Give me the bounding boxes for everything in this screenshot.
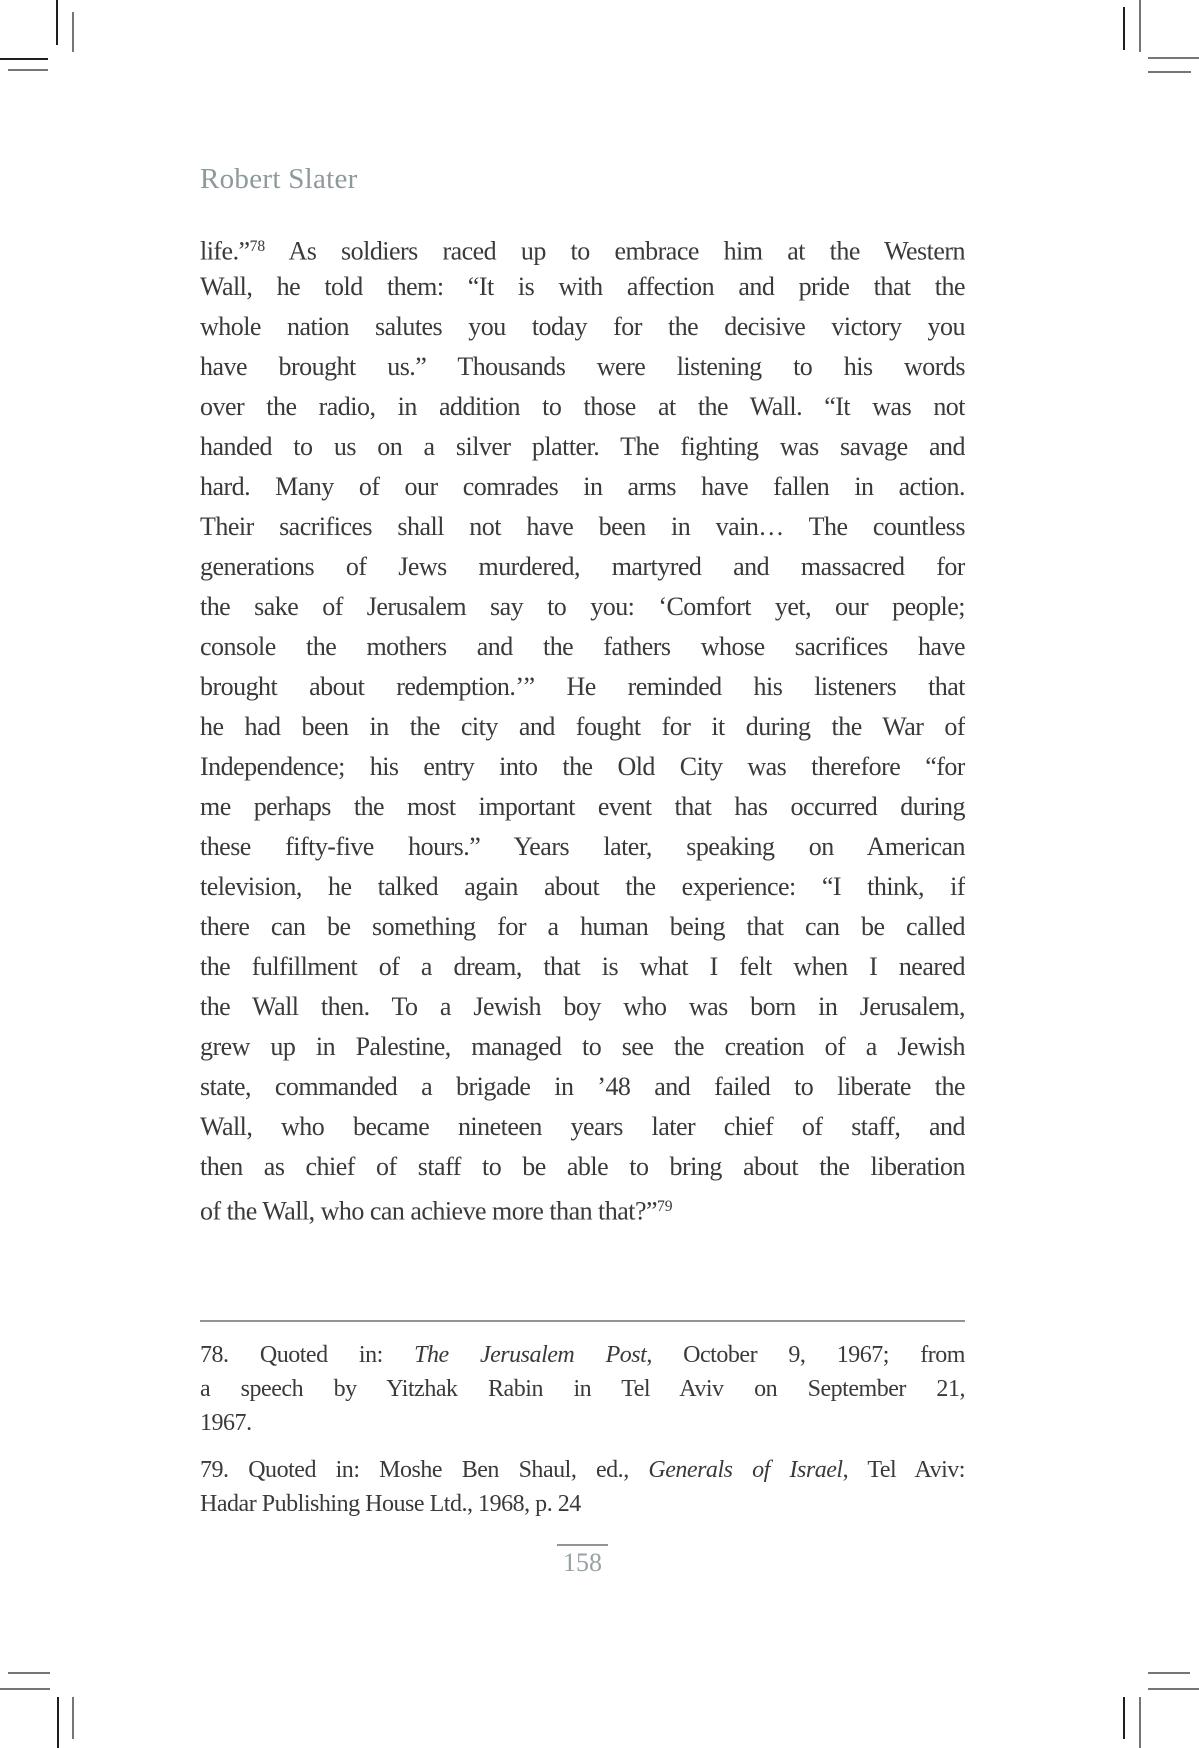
crop-mark-bottom-left-horizontal-2 [0, 1688, 50, 1690]
crop-mark-bottom-right-vertical [1123, 1697, 1125, 1739]
text-line: of the Wall, who can achieve more than that?”$^{79}$ [200, 1196, 673, 1226]
crop-mark-bottom-left-horizontal [8, 1672, 50, 1674]
text-line: handed to us on a silver platter. The fighting was savage and [200, 432, 965, 461]
text-line: the Wall then. To a Jewish boy who was born in Jerusalem, [200, 992, 965, 1021]
crop-mark-top-right-vertical [1123, 7, 1125, 50]
body-paragraph [200, 227, 965, 1227]
text-line: Their sacrifices shall not have been in vain… The countless [200, 512, 965, 541]
crop-mark-bottom-right-vertical-2 [1139, 1697, 1141, 1748]
crop-mark-bottom-right-horizontal-2 [1148, 1688, 1199, 1690]
text-line: 78. Quoted in: The Jerusalem Post, October 9, 1967; from [200, 1342, 965, 1368]
text-line: over the radio, in addition to those at the Wall. “It was not [200, 392, 965, 421]
running-header-author: Robert Slater [200, 163, 358, 195]
text-line: Independence; his entry into the Old City was therefore “for [200, 752, 965, 781]
crop-mark-bottom-left-vertical [57, 1697, 59, 1748]
text-line: have brought us.” Thousands were listening to his words [200, 352, 965, 381]
crop-mark-bottom-left-vertical-2 [72, 1697, 74, 1739]
crop-mark-top-left-vertical [56, 0, 58, 45]
text-line: the sake of Jerusalem say to you: ‘Comfort yet, our people; [200, 592, 965, 621]
text-line: 1967. [200, 1410, 252, 1436]
text-line: a speech by Yitzhak Rabin in Tel Aviv on September 21, [200, 1376, 965, 1402]
text-line: whole nation salutes you today for the decisive victory you [200, 312, 965, 341]
crop-mark-top-right-horizontal [1148, 57, 1199, 59]
text-line: the fulfillment of a dream, that is what I felt when I neared [200, 952, 965, 981]
crop-mark-top-left-horizontal [0, 58, 48, 60]
crop-mark-top-right-horizontal-2 [1148, 71, 1191, 73]
text-line: me perhaps the most important event that has occurred during [200, 792, 965, 821]
crop-mark-top-left-vertical-2 [72, 12, 74, 52]
crop-mark-top-left-horizontal-2 [8, 69, 48, 71]
text-line: generations of Jews murdered, martyred and massacred for [200, 552, 965, 581]
text-line: life.”$^{78}$ As soldiers raced up to embrace him at the Western [200, 236, 965, 266]
text-line: television, he talked again about the experience: “I think, if [200, 872, 965, 901]
text-line: brought about redemption.’” He reminded his listeners that [200, 672, 965, 701]
crop-mark-top-right-vertical-2 [1139, 0, 1141, 52]
footnote-78 [200, 1338, 965, 1440]
text-line: Hadar Publishing House Ltd., 1968, p. 24 [200, 1491, 581, 1517]
text-line: these fifty-five hours.” Years later, speaking on American [200, 832, 965, 861]
text-line: grew up in Palestine, managed to see the creation of a Jewish [200, 1032, 965, 1061]
text-line: state, commanded a brigade in ’48 and failed to liberate the [200, 1072, 965, 1101]
text-line: he had been in the city and fought for it during the War of [200, 712, 965, 741]
page-footer [200, 1544, 965, 1576]
footnote-separator-rule [200, 1320, 965, 1322]
text-line: Wall, who became nineteen years later chief of staff, and [200, 1112, 965, 1141]
text-line: hard. Many of our comrades in arms have fallen in action. [200, 472, 965, 501]
page-number: 158 [557, 1544, 608, 1576]
footnote-79 [200, 1453, 965, 1521]
text-line: console the mothers and the fathers whose sacrifices have [200, 632, 965, 661]
text-line: then as chief of staff to be able to bring about the liberation [200, 1152, 965, 1181]
text-line: Wall, he told them: “It is with affection and pride that the [200, 272, 965, 301]
text-line: 79. Quoted in: Moshe Ben Shaul, ed., Generals of Israel, Tel Aviv: [200, 1457, 965, 1483]
crop-mark-bottom-right-horizontal [1148, 1672, 1190, 1674]
text-line: there can be something for a human being that can be called [200, 912, 965, 941]
